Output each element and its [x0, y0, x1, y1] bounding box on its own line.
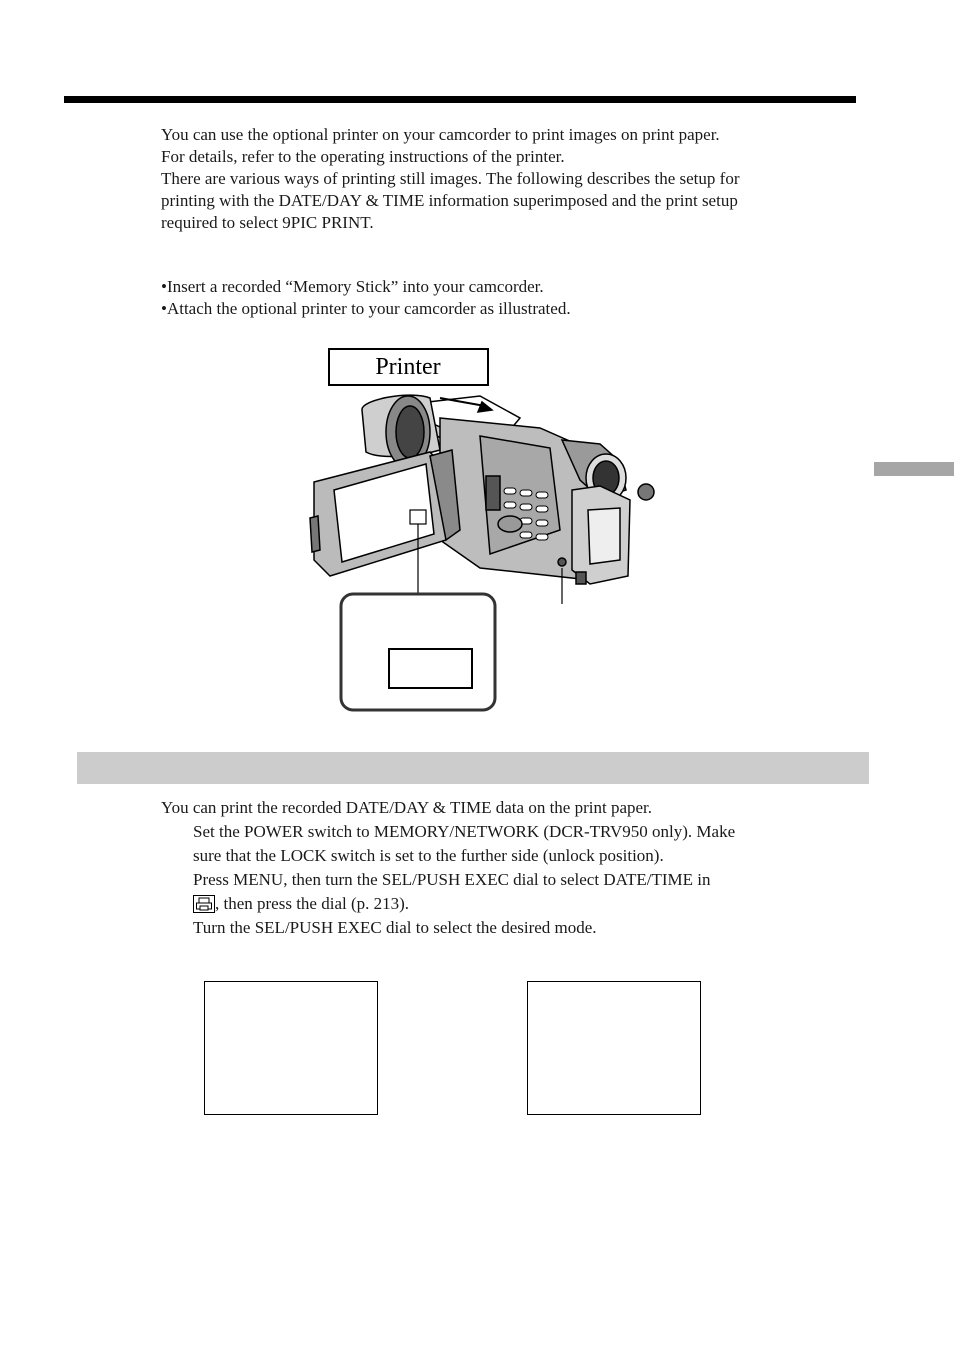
- camcorder-icon: [310, 395, 654, 584]
- print-preview-left: [204, 981, 378, 1115]
- step-1-line: sure that the LOCK switch is set to the further side (unlock position).: [193, 846, 664, 865]
- intro-paragraph: [161, 124, 861, 234]
- intro-line: printing with the DATE/DAY & TIME information superimposed and the print setup: [161, 191, 738, 210]
- printer-label: Printer: [375, 354, 441, 380]
- step-2-line: [193, 892, 873, 916]
- step-3-line: Turn the SEL/PUSH EXEC dial to select the desired mode.: [193, 918, 597, 937]
- step-1-line: Set the POWER switch to MEMORY/NETWORK (DCR-TRV950 only). Make: [193, 822, 736, 841]
- section-intro: You can print the recorded DATE/DAY & TIME data on the print paper.: [161, 798, 653, 817]
- procedure-steps: [193, 820, 873, 940]
- intro-line: You can use the optional printer on your camcorder to print images on print paper.: [161, 125, 720, 144]
- print-preview-right: [527, 981, 701, 1115]
- camcorder-printer-illustration: [300, 340, 680, 720]
- section-heading-bar: [77, 752, 869, 784]
- step-2-suffix: , then press the dial (p. 213).: [215, 894, 410, 913]
- preparation-list: [161, 276, 861, 320]
- intro-line: required to select 9PIC PRINT.: [161, 213, 374, 232]
- bullet-item: •Insert a recorded “Memory Stick” into your camcorder.: [161, 277, 544, 296]
- intro-line: For details, refer to the operating instructions of the printer.: [161, 147, 565, 166]
- intro-line: There are various ways of printing still images. The following describes the setup for: [161, 169, 740, 188]
- step-2-line: Press MENU, then turn the SEL/PUSH EXEC dial to select DATE/TIME in: [193, 870, 711, 889]
- top-rule: [64, 96, 856, 103]
- lcd-callout-indicator: [389, 649, 472, 688]
- bullet-item: •Attach the optional printer to your camcorder as illustrated.: [161, 299, 571, 318]
- print-menu-icon: [193, 895, 215, 913]
- side-index-tab: [874, 462, 954, 476]
